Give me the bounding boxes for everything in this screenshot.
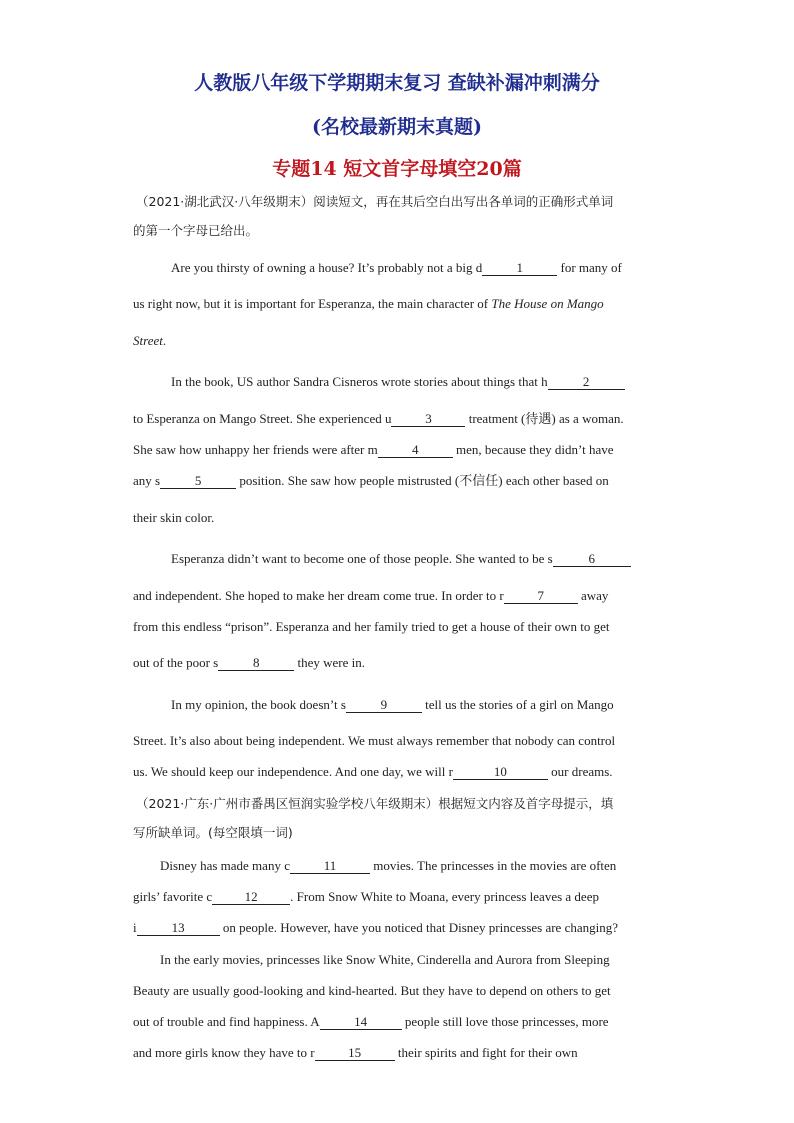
paragraph-line: to Esperanza on Mango Street. She experienced u 3 treatment (待遇) as a woman.	[133, 411, 624, 426]
blank-13[interactable]: 13	[137, 920, 220, 936]
paragraph-line: Are you thirsty of owning a house? It’s probably not a big d 1 for many of	[171, 260, 622, 275]
paragraph-line: from this endless “prison”. Esperanza and her family tried to get a house of their own to get	[133, 619, 610, 634]
section2-source-cont: 写所缺单词。(每空限填一词)	[133, 825, 293, 840]
paragraph-line: any s 5 position. She saw how people mistrusted (不信任) each other based on	[133, 473, 609, 488]
paragraph-line: She saw how unhappy her friends were after m 4 men, because they didn’t have	[133, 442, 614, 457]
topic-title: 专题14 短文首字母填空20篇	[272, 158, 522, 180]
blank-4[interactable]: 4	[378, 442, 453, 458]
paragraph-line: Esperanza didn’t want to become one of those people. She wanted to be s 6	[171, 550, 631, 568]
blank-9[interactable]: 9	[346, 697, 422, 713]
section1-source-cont: 的第一个字母已给出。	[133, 223, 259, 238]
blank-8[interactable]: 8	[218, 655, 294, 671]
paragraph-line: Street. It’s also about being independent. We must always remember that nobody can control	[133, 733, 616, 748]
blank-5[interactable]: 5	[160, 473, 236, 489]
paragraph-line: girls’ favorite c 12 . From Snow White to Moana, every princess leaves a deep	[133, 889, 599, 904]
book-title-cont: Street	[133, 333, 163, 348]
blank-2[interactable]: 2	[548, 374, 625, 390]
blank-3[interactable]: 3	[391, 411, 465, 427]
paragraph-line: their skin color.	[133, 510, 215, 525]
paragraph-line: and more girls know they have to r 15 their spirits and fight for their own	[133, 1045, 578, 1060]
blank-15[interactable]: 15	[315, 1045, 395, 1061]
paragraph-line: In my opinion, the book doesn’t s 9 tell us the stories of a girl on Mango	[171, 697, 614, 712]
paragraph-line: out of the poor s 8 they were in.	[133, 655, 365, 670]
blank-1[interactable]: 1	[482, 260, 557, 276]
document-subtitle: (名校最新期末真题)	[312, 116, 482, 138]
blank-12[interactable]: 12	[212, 889, 290, 905]
section1-source: （2021·湖北武汉·八年级期末）阅读短文，再在其后空白出写出各单词的正确形式单词	[136, 194, 614, 209]
paragraph-line: us. We should keep our independence. And one day, we will r 10 our dreams.	[133, 764, 613, 779]
paragraph-line: In the early movies, princesses like Snow White, Cinderella and Aurora from Sleeping	[160, 952, 610, 967]
section2-source: （2021·广东·广州市番禺区恒润实验学校八年级期末）根据短文内容及首字母提示，填	[136, 796, 614, 811]
blank-6[interactable]: 6	[553, 551, 631, 567]
blank-14[interactable]: 14	[320, 1014, 402, 1030]
blank-7[interactable]: 7	[504, 588, 578, 604]
paragraph-line: i 13 on people. However, have you noticed that Disney princesses are changing?	[133, 920, 618, 935]
paragraph-line: Disney has made many c 11 movies. The princesses in the movies are often	[160, 858, 617, 873]
blank-11[interactable]: 11	[290, 858, 370, 874]
blank-10[interactable]: 10	[453, 764, 548, 780]
paragraph-line: us right now, but it is important for Esperanza, the main character of The House on Mango	[133, 296, 604, 311]
paragraph-line: Beauty are usually good-looking and kind-hearted. But they have to depend on others to get	[133, 983, 611, 998]
paragraph-line: and independent. She hoped to make her dream come true. In order to r 7 away	[133, 588, 609, 603]
document-title: 人教版八年级下学期期末复习 查缺补漏冲刺满分	[194, 72, 600, 94]
paragraph-line: out of trouble and find happiness. A 14 people still love those princesses, more	[133, 1014, 609, 1029]
book-title: The House on Mango	[491, 296, 604, 311]
paragraph-line: In the book, US author Sandra Cisneros wrote stories about things that h 2	[171, 373, 625, 391]
paragraph-line: Street.	[133, 333, 167, 348]
